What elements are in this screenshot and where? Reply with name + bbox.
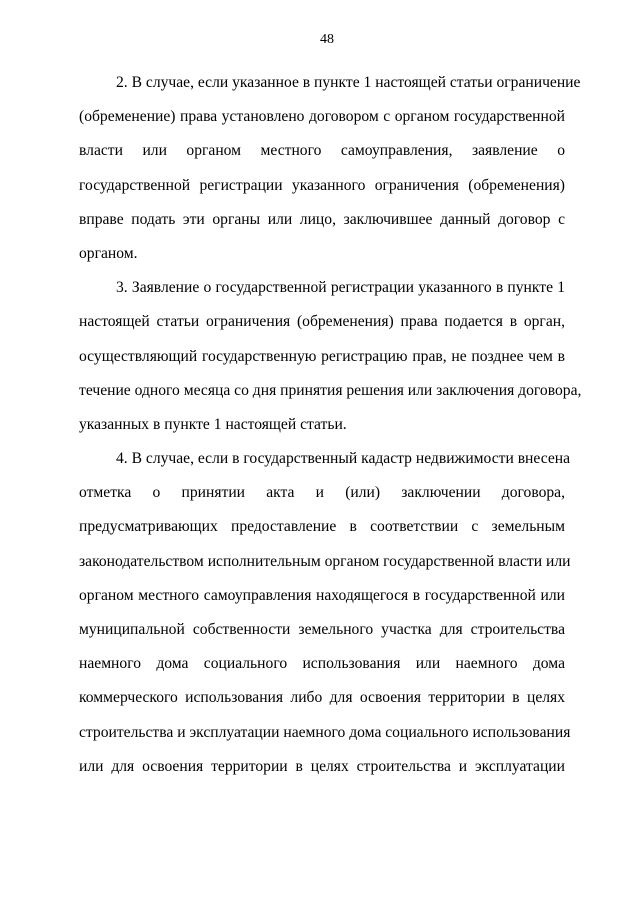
document-body <box>79 66 582 784</box>
text-line: (обременение) права установлено договором с органом государственной <box>79 108 565 126</box>
text-line: органом. <box>79 244 138 262</box>
text-line: течение одного месяца со дня принятия решения или заключения договора, <box>79 381 582 399</box>
text-line: 3. Заявление о государственной регистрации указанного в пункте 1 <box>116 279 565 297</box>
paragraph-3 <box>79 271 582 442</box>
text-line: предусматривающих предоставление в соответствии с земельным <box>79 518 565 536</box>
text-line: власти или органом местного самоуправления, заявление о <box>79 142 565 160</box>
paragraph-2 <box>79 66 581 271</box>
text-line: вправе подать эти органы или лицо, заключившее данный договор с <box>79 210 565 228</box>
text-line: муниципальной собственности земельного участка для строительства <box>79 621 565 638</box>
text-line: или для освоения территории в целях строительства и эксплуатации <box>79 757 565 775</box>
page-number: 48 <box>320 32 334 47</box>
text-line: отметка о принятии акта и (или) заключении договора, <box>79 484 565 502</box>
text-line: наемного дома социального использования или наемного дома <box>79 655 565 673</box>
text-line: осуществляющий государственную регистрацию прав, не позднее чем в <box>79 347 565 365</box>
text-line: указанных в пункте 1 настоящей статьи. <box>79 415 347 433</box>
text-line: настоящей статьи ограничения (обременения) права подается в орган, <box>79 313 565 331</box>
text-line: 2. В случае, если указанное в пункте 1 настоящей статьи ограничение <box>116 74 581 91</box>
text-line: органом местного самоуправления находящегося в государственной или <box>79 586 565 604</box>
text-line: строительства и эксплуатации наемного дома социального использования <box>79 723 571 741</box>
text-line: законодательством исполнительным органом государственной власти или <box>79 552 571 570</box>
text-line: коммерческого использования либо для освоения территории в целях <box>79 689 565 707</box>
text-line: государственной регистрации указанного ограничения (обременения) <box>79 176 565 194</box>
text-line: 4. В случае, если в государственный кадастр недвижимости внесена <box>116 450 571 468</box>
paragraph-4 <box>79 442 571 784</box>
